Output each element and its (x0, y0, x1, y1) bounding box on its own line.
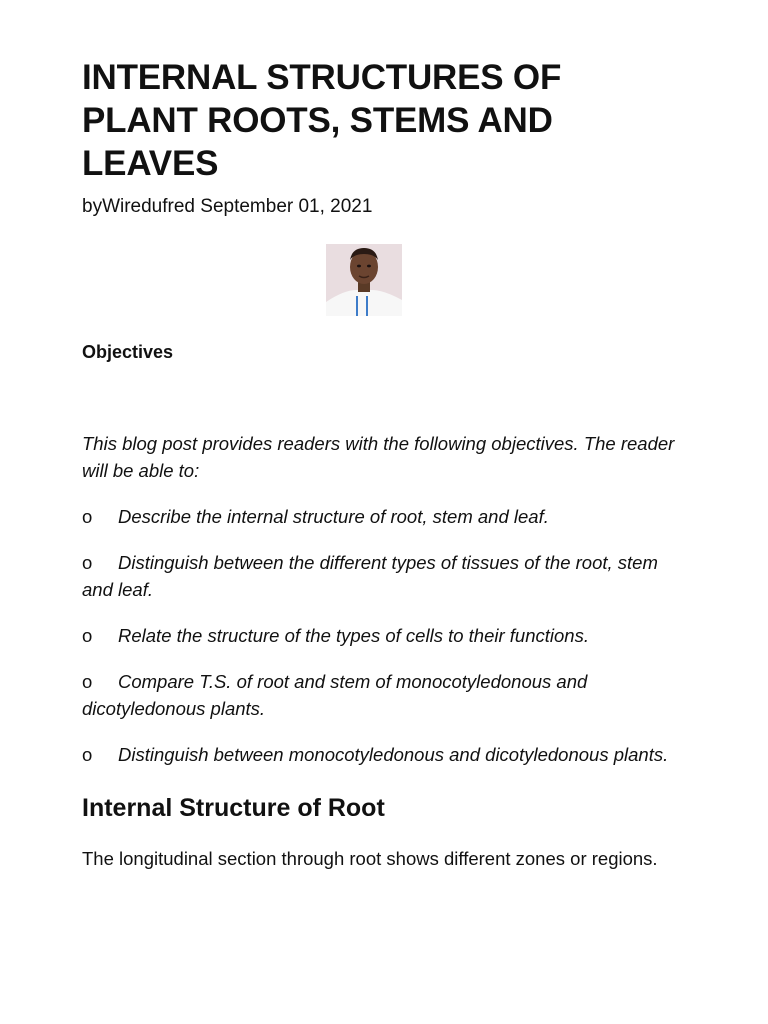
bullet-marker: o (82, 625, 93, 646)
objective-item (82, 668, 682, 722)
objectives-label: Objectives (82, 342, 174, 362)
objective-item (82, 741, 682, 768)
bullet-marker: o (82, 552, 93, 573)
bullet-marker: o (82, 744, 93, 765)
objectives-intro: This blog post provides readers with the following objectives. The reader will be able to: (82, 433, 675, 481)
article-byline: byWiredufred September 01, 2021 (82, 196, 373, 217)
objective-item (82, 549, 682, 603)
objective-text: Distinguish between the different types of tissues of the root, stem and leaf. (82, 552, 658, 600)
article-title: INTERNAL STRUCTURES OF PLANT ROOTS, STEMS AND LEAVES (82, 58, 562, 183)
objective-item (82, 622, 682, 649)
objective-text: Relate the structure of the types of cells to their functions. (118, 625, 589, 646)
objective-text: Compare T.S. of root and stem of monocotyledonous and dicotyledonous plants. (82, 671, 588, 719)
objective-text: Distinguish between monocotyledonous and dicotyledonous plants. (118, 744, 669, 765)
bullet-marker: o (82, 671, 93, 692)
author-photo-container (64, 244, 664, 316)
section-heading: Internal Structure of Root (82, 794, 385, 822)
author-photo-icon (326, 244, 402, 316)
article (82, 56, 682, 873)
objective-text: Describe the internal structure of root, stem and leaf. (118, 506, 549, 527)
author-photo (326, 244, 402, 316)
bullet-marker: o (82, 506, 93, 527)
objective-item (82, 503, 682, 530)
section-paragraph: The longitudinal section through root shows different zones or regions. (82, 847, 658, 869)
